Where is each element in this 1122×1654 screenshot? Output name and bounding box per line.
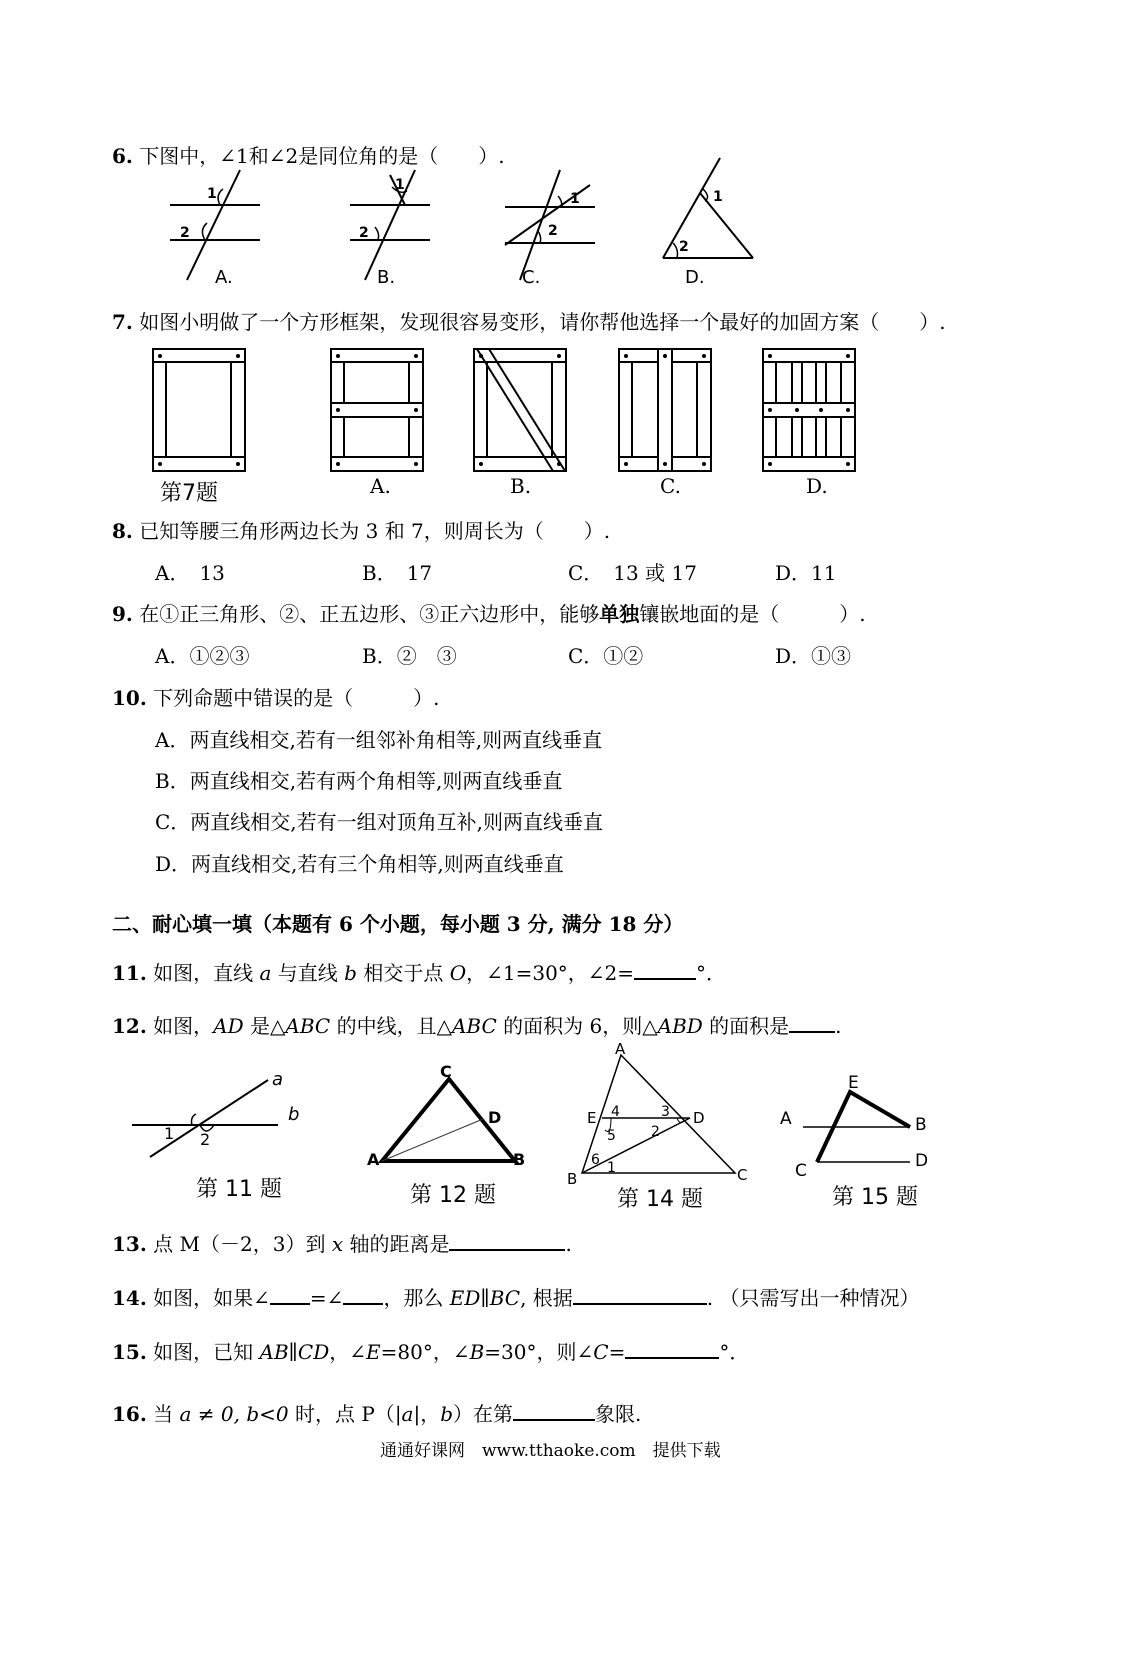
q6-figure-c [500, 165, 610, 290]
var-cd: CD [297, 1340, 330, 1364]
section-2-title: 二、耐心填一填（本题有 6 个小题，每小题 3 分, 满分 18 分） [112, 912, 684, 936]
text: = [608, 1340, 626, 1364]
q9-option-d: D．①③ [775, 644, 852, 668]
question-8 [112, 515, 610, 544]
question-text: 下列命题中错误的是（ ）. [153, 686, 440, 710]
angle-2-mark: 2 [651, 1124, 660, 1140]
text: ∥ [480, 1286, 490, 1310]
vertex-c: C [737, 1166, 748, 1184]
text: 的面积为 6，则△ [496, 1014, 658, 1038]
question-number: 14. [112, 1286, 147, 1310]
q7-label-b: B. [510, 474, 532, 498]
q10-option-d: D．两直线相交,若有三个角相等,则两直线垂直 [155, 852, 564, 876]
angle-1-mark: 1 [395, 177, 405, 193]
question-number: 12. [112, 1014, 147, 1038]
var-b: B [469, 1340, 485, 1364]
text: 象限. [595, 1402, 642, 1426]
vertex-a: A [367, 1150, 380, 1169]
question-number: 8. [112, 519, 133, 543]
q6-figure-d [655, 155, 765, 290]
var-bc: BC [489, 1286, 521, 1310]
var-o: O [449, 961, 467, 985]
question-13 [112, 1228, 572, 1257]
question-number: 13. [112, 1232, 147, 1256]
question-11 [112, 957, 726, 986]
text: 如图，直线 [153, 961, 260, 985]
question-number: 16. [112, 1402, 147, 1426]
var-abc: ABC [285, 1014, 331, 1038]
vertex-d: D [488, 1108, 502, 1127]
question-number: 9. [112, 602, 133, 626]
q6-figure-a [165, 165, 275, 290]
var-ed: ED [449, 1286, 481, 1310]
vertex-c: C [440, 1062, 452, 1081]
question-number: 7. [112, 310, 133, 334]
question-14 [112, 1282, 920, 1311]
q8-option-d: D．11 [775, 561, 837, 585]
var-ab: AB [259, 1340, 289, 1364]
answer-blank[interactable] [513, 1401, 595, 1421]
angle-3-mark: 3 [661, 1104, 670, 1120]
text: 与直线 [271, 961, 345, 985]
question-text: 已知等腰三角形两边长为 3 和 7，则周长为（ ）. [139, 519, 611, 543]
question-12 [112, 1010, 842, 1039]
var-x: x [331, 1232, 344, 1256]
option-label-b: B. [377, 267, 396, 288]
q8-option-c: C． 13 或 17 [568, 561, 697, 585]
condition-expression: a ≠ 0, b<0 [179, 1402, 289, 1426]
angle-2-mark: 2 [359, 225, 369, 241]
q9-option-b: B．② ③ [362, 644, 457, 668]
option-label-c: C. [522, 267, 541, 288]
vertex-d: D [693, 1109, 705, 1127]
question-7 [112, 306, 946, 335]
angle-6-mark: 6 [591, 1152, 600, 1168]
text: . （只需写出一种情况） [706, 1286, 920, 1310]
question-text-end: 镶嵌地面的是（ ）. [639, 602, 866, 626]
text: . [565, 1232, 572, 1256]
text: ， [420, 1402, 441, 1426]
var-b: b [440, 1402, 454, 1426]
vertex-a: A [780, 1109, 792, 1129]
q7-label-d: D. [806, 474, 828, 498]
question-16 [112, 1398, 641, 1427]
answer-blank[interactable] [789, 1013, 835, 1033]
answer-blank[interactable] [449, 1231, 565, 1251]
page-footer: 通通好课网 www.tthaoke.com 提供下载 [380, 1441, 721, 1461]
question-text: 下图中，∠1和∠2是同位角的是（ ）. [139, 144, 505, 168]
q7-frame-a [330, 348, 425, 473]
q10-option-a: A．两直线相交,若有一组邻补角相等,则两直线垂直 [155, 728, 603, 752]
question-number: 10. [112, 686, 147, 710]
question-9 [112, 598, 866, 627]
text: =∠ [309, 1286, 344, 1310]
angle-1-mark: 1 [207, 186, 217, 202]
text: 的面积是 [702, 1014, 790, 1038]
q10-option-c: C．两直线相交,若有一组对顶角互补,则两直线垂直 [155, 810, 604, 834]
q7-frame-d [762, 348, 857, 473]
vertex-a: A [615, 1040, 626, 1058]
q7-label-a: A. [370, 474, 391, 498]
q7-label-c: C. [660, 474, 681, 498]
angle-2-mark: 2 [679, 239, 689, 255]
text: ，∠ [329, 1340, 367, 1364]
var-abd: ABD [657, 1014, 703, 1038]
vertex-e: E [587, 1109, 597, 1127]
text: °． [696, 961, 727, 985]
abs-a-expression: |a| [394, 1402, 421, 1426]
q7-frame-b [473, 348, 568, 473]
q7-caption: 第7题 [160, 481, 218, 506]
q10-option-b: B．两直线相交,若有两个角相等,则两直线垂直 [155, 769, 563, 793]
text: 相交于点 [356, 961, 450, 985]
angle-2-mark: 2 [180, 225, 190, 241]
figure-15 [775, 1070, 945, 1180]
text: ，∠1=30°，∠2= [466, 961, 635, 985]
label-b: b [288, 1104, 300, 1125]
text: =30°，则∠ [484, 1340, 594, 1364]
q8-option-b: B． 17 [362, 561, 433, 585]
q7-frame-c [618, 348, 713, 473]
q6-figure-b [345, 165, 455, 290]
vertex-c: C [795, 1161, 807, 1181]
text: ）在第 [453, 1402, 514, 1426]
q9-option-a: A．①②③ [155, 644, 250, 668]
answer-blank[interactable] [634, 960, 696, 980]
figure-14-caption: 第 14 题 [617, 1187, 703, 1212]
question-15 [112, 1336, 749, 1365]
angle-1-mark: 1 [164, 1124, 175, 1143]
angle-5-mark: 5 [607, 1128, 616, 1144]
angle-2-mark: 2 [548, 223, 558, 239]
q7-frame-original [152, 348, 247, 473]
question-text: 如图小明做了一个方形框架，发现很容易变形，请你帮他选择一个最好的加固方案（ ）. [139, 310, 946, 334]
question-number: 11. [112, 961, 147, 985]
var-a: a [259, 961, 272, 985]
var-c: C [593, 1340, 609, 1364]
text: 如图， [153, 1014, 214, 1038]
text: 当 [153, 1402, 180, 1426]
answer-blank-reason[interactable] [573, 1285, 707, 1305]
q8-option-a: A． 13 [155, 561, 225, 585]
text: , 根据 [520, 1286, 573, 1310]
vertex-b: B [915, 1115, 927, 1135]
var-ad: AD [213, 1014, 244, 1038]
question-10 [112, 682, 440, 711]
vertex-b: B [567, 1170, 578, 1188]
angle-1-mark: 1 [607, 1160, 616, 1176]
question-text: 在①正三角形、②、正五边形、③正六边形中，能够 [139, 602, 600, 626]
question-number: 15. [112, 1340, 147, 1364]
vertex-b: B [513, 1150, 526, 1169]
question-emphasis: 单独 [599, 602, 640, 626]
figure-12 [365, 1062, 535, 1175]
vertex-d: D [915, 1151, 929, 1171]
figure-11 [130, 1065, 310, 1165]
text: ，那么 [383, 1286, 450, 1310]
text: . [835, 1014, 842, 1038]
figure-11-caption: 第 11 题 [196, 1177, 282, 1202]
var-e: E [366, 1340, 381, 1364]
var-b: b [344, 961, 357, 985]
text: 时，点 P（ [288, 1402, 395, 1426]
text: 如图，已知 [153, 1340, 260, 1364]
option-label-a: A. [215, 267, 233, 288]
text: =80°，∠ [380, 1340, 470, 1364]
q9-option-c: C．①② [568, 644, 644, 668]
answer-blank[interactable] [625, 1339, 719, 1359]
text: 如图，如果∠ [153, 1286, 270, 1310]
text: 点 M（－2，3）到 [153, 1232, 332, 1256]
text: 是△ [243, 1014, 286, 1038]
figure-14 [565, 1040, 765, 1188]
angle-1-mark: 1 [570, 191, 580, 207]
figure-12-caption: 第 12 题 [410, 1183, 496, 1208]
text: °． [719, 1340, 750, 1364]
label-a: a [272, 1069, 284, 1090]
answer-blank-angle-1[interactable] [270, 1285, 310, 1305]
figure-15-caption: 第 15 题 [832, 1185, 918, 1210]
text: 的中线，且△ [330, 1014, 452, 1038]
var-abc: ABC [451, 1014, 497, 1038]
answer-blank-angle-2[interactable] [343, 1285, 383, 1305]
vertex-e: E [848, 1073, 859, 1093]
question-number: 6. [112, 144, 133, 168]
angle-4-mark: 4 [611, 1104, 620, 1120]
text: 轴的距离是 [343, 1232, 450, 1256]
option-label-d: D. [685, 267, 705, 288]
angle-2-mark: 2 [200, 1130, 211, 1149]
text: ∥ [288, 1340, 298, 1364]
angle-1-mark: 1 [713, 189, 723, 205]
